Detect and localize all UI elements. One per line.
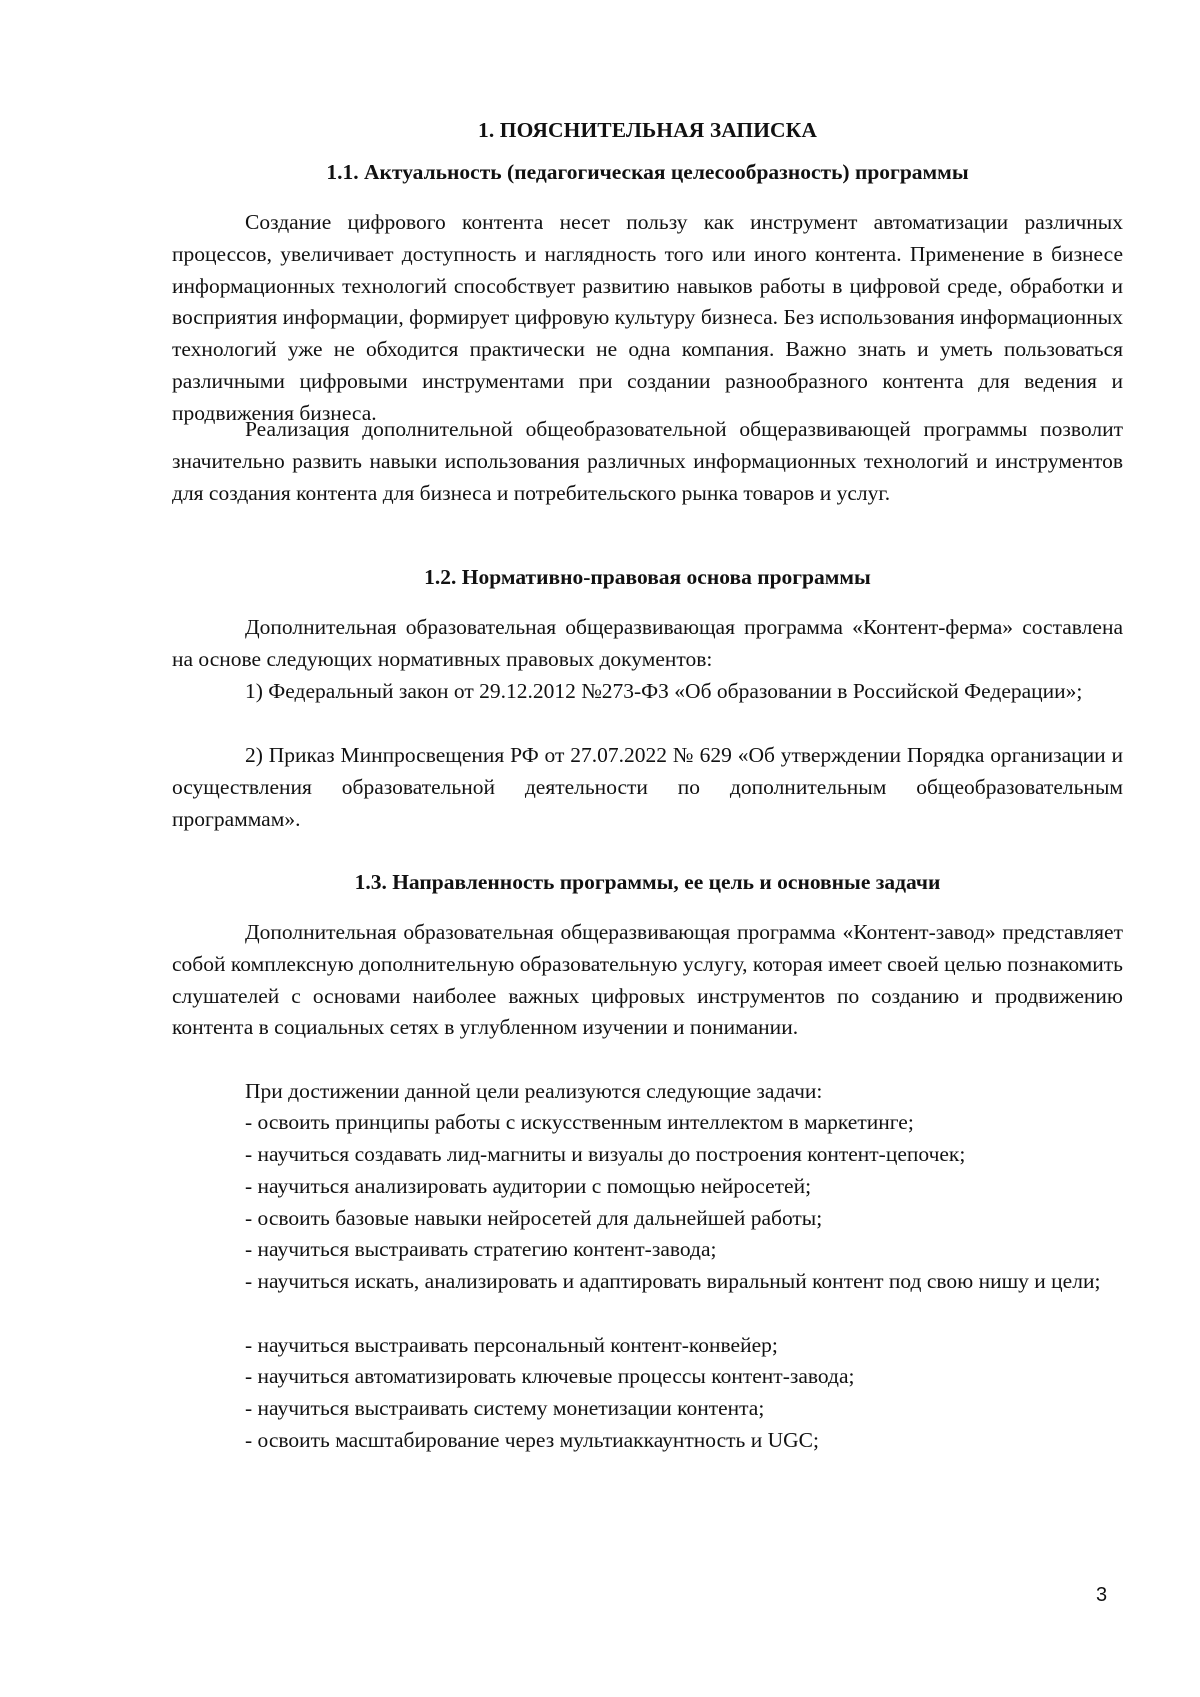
task-item: - освоить базовые навыки нейросетей для дальнейшей работы; bbox=[245, 1206, 823, 1230]
document-title: 1. ПОЯСНИТЕЛЬНАЯ ЗАПИСКА bbox=[478, 118, 817, 142]
section-heading-1-2: 1.2. Нормативно-правовая основа программы bbox=[424, 565, 871, 589]
page-number: 3 bbox=[1096, 1584, 1108, 1606]
task-item: - научиться выстраивать систему монетизации контента; bbox=[245, 1396, 765, 1420]
section-1-3-paragraph-1: Дополнительная образовательная общеразвивающая программа «Контент-завод» представляет собой комплексную дополнительную образовательную услугу, которая имеет своей целью познакомить слушателей с основами наиболее важных цифровых инструментов по созданию и продвижению контента в социальных сетях в углубленном изучении и понимании. bbox=[172, 920, 1123, 1040]
task-item: - научиться искать, анализировать и адаптировать виральный контент под свою нишу и цели; bbox=[245, 1269, 1101, 1293]
task-item: - освоить принципы работы с искусственным интеллектом в маркетинге; bbox=[245, 1110, 914, 1134]
task-item: - научиться выстраивать персональный контент-конвейер; bbox=[245, 1333, 778, 1357]
section-1-2-law-item-1: 1) Федеральный закон от 29.12.2012 №273-ФЗ «Об образовании в Российской Федерации»; bbox=[245, 679, 1083, 703]
section-1-2-paragraph-1: Дополнительная образовательная общеразвивающая программа «Контент-ферма» составлена на основе следующих нормативных правовых документов: bbox=[172, 615, 1123, 671]
section-1-2-law-item-2: 2) Приказ Минпросвещения РФ от 27.07.2022 № 629 «Об утверждении Порядка организации и осуществления образовательной деятельности по дополнительным общеобразовательным программам». bbox=[172, 743, 1123, 831]
section-heading-1-3: 1.3. Направленность программы, ее цель и основные задачи bbox=[354, 870, 941, 894]
task-item: - научиться анализировать аудитории с помощью нейросетей; bbox=[245, 1174, 812, 1198]
task-item: - научиться выстраивать стратегию контент-завода; bbox=[245, 1237, 717, 1261]
task-item: - освоить масштабирование через мультиаккаунтность и UGC; bbox=[245, 1428, 819, 1452]
tasks-intro: При достижении данной цели реализуются следующие задачи: bbox=[245, 1079, 823, 1103]
section-1-1-paragraph-2: Реализация дополнительной общеобразовательной общеразвивающей программы позволит значительно развить навыки использования различных информационных технологий и инструментов для создания контента для бизнеса и потребительского рынка товаров и услуг. bbox=[172, 417, 1123, 505]
section-1-1-paragraph-1: Создание цифрового контента несет пользу как инструмент автоматизации различных процессов, увеличивает доступность и наглядность того или иного контента. Применение в бизнесе информационных технологий способствует развитию навыков работы в цифровой среде, обработки и восприятия информации, формирует цифровую культуру бизнеса. Без использования информационных технологий уже не обходится практически не одна компания. Важно знать и уметь пользоваться различными цифровыми инструментами при создании разнообразного контента для ведения и продвижения бизнеса. bbox=[172, 210, 1123, 425]
section-heading-1-1: 1.1. Актуальность (педагогическая целесообразность) программы bbox=[326, 160, 969, 184]
task-item: - научиться автоматизировать ключевые процессы контент-завода; bbox=[245, 1364, 855, 1388]
task-item: - научиться создавать лид-магниты и визуалы до построения контент-цепочек; bbox=[245, 1142, 966, 1166]
